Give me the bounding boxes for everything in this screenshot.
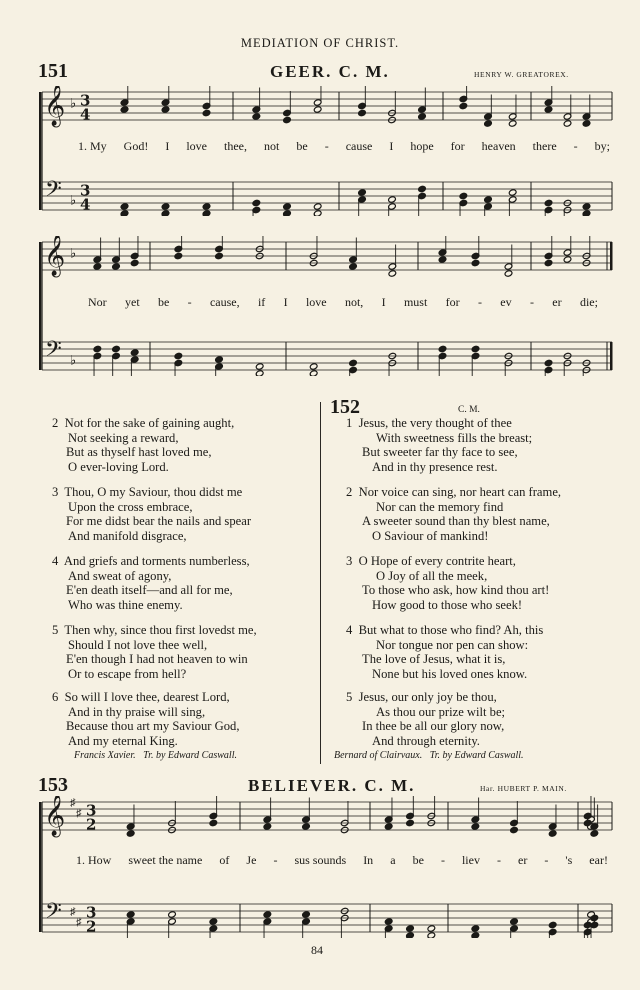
svg-text:𝄞: 𝄞: [44, 796, 66, 837]
lyric-word: I: [165, 139, 170, 153]
verse-151-2: 2 Not for the sake of gaining aught, Not seeking a reward, But as thyself hast loved me, O ever-loving Lord.: [52, 416, 235, 474]
lyric-word: not: [264, 139, 280, 153]
lyric-word: cause: [345, 139, 373, 153]
verse-151-6: 6 So will I love thee, dearest Lord, And in thy praise will sing, Because thou art my Saviour God, And my eternal King.: [52, 690, 240, 748]
lyric-word: -: [273, 853, 278, 867]
lyric-word: sus sounds: [294, 853, 347, 867]
lyric-word: be: [296, 139, 308, 153]
lyric-word: be: [158, 295, 170, 309]
lyric-word: a: [390, 853, 396, 867]
svg-text:4: 4: [80, 195, 91, 214]
verse-152-5: 5 Jesus, our only joy be thou, As thou our prize wilt be; In thee be all our glory now, And through eternity.: [346, 690, 506, 748]
lyric-word: I: [389, 139, 394, 153]
svg-text:♭: ♭: [70, 352, 77, 368]
lyric-word: ear!: [589, 853, 608, 867]
page-number: 84: [311, 943, 323, 957]
lyric-word: 's: [565, 853, 573, 867]
svg-text:3: 3: [80, 181, 91, 200]
lyric-word: -: [529, 295, 534, 309]
lyric-word: God!: [123, 139, 149, 153]
lyric-word: liev: [461, 853, 480, 867]
lyric-word: -: [544, 853, 549, 867]
verse-151-5: 5 Then why, since thou first lovedst me, Should I not love thee well, E'en though I had not heaven to win Or to escape from hell?: [52, 623, 257, 681]
svg-text:𝄞: 𝄞: [44, 236, 66, 277]
verse-152-2: 2 Nor voice can sing, nor heart can frame, Nor can the memory find A sweeter sound than thy blest name, O Saviour of mankind!: [346, 485, 562, 543]
lyric-word: ev: [500, 295, 512, 309]
lyric-word: for: [450, 139, 465, 153]
lyric-word: by;: [594, 139, 610, 153]
svg-text:3: 3: [80, 91, 91, 110]
verse-151-4: 4 And griefs and torments numberless, And sweat of agony, E'en death itself—and all for me, Who was thine enemy.: [52, 554, 250, 612]
lyric-word: love: [186, 139, 208, 153]
attribution-151: Francis Xavier. Tr. by Edward Caswall.: [74, 750, 237, 761]
lyric-word: of: [219, 853, 230, 867]
verse-151-3: 3 Thou, O my Saviour, thou didst me Upon the cross embrace, For me didst bear the nails and spear And manifold disgrace,: [52, 485, 252, 543]
lyric-line-151-2: [88, 295, 598, 310]
verse-152-3: 3 O Hope of every contrite heart, O Joy of all the meek, To those who ask, how kind thou art! How good to those who seek!: [346, 554, 550, 612]
lyric-word: must: [403, 295, 428, 309]
svg-text:♭: ♭: [70, 245, 77, 261]
lyric-word: not,: [344, 295, 364, 309]
lyric-word: cause,: [209, 295, 240, 309]
lyric-word: 1. My: [78, 139, 107, 153]
svg-text:♭: ♭: [70, 95, 77, 111]
lyric-word: Je: [246, 853, 257, 867]
hymn-number-151: 151: [38, 60, 68, 82]
lyric-word: yet: [125, 295, 140, 309]
svg-text:♯: ♯: [70, 797, 76, 810]
svg-text:4: 4: [80, 105, 91, 124]
composer-main: Har. HUBERT P. MAIN.: [480, 784, 567, 793]
lyric-word: 1. How: [76, 853, 112, 867]
lyric-word: hope: [410, 139, 434, 153]
lyric-word: Nor: [88, 295, 107, 309]
lyric-word: if: [257, 295, 266, 309]
svg-text:𝄢: 𝄢: [45, 899, 62, 930]
lyric-word: be: [412, 853, 424, 867]
lyric-word: die;: [579, 295, 598, 309]
lyric-line-151-1: [78, 139, 610, 154]
meter-152: C. M.: [458, 405, 480, 415]
lyric-word: -: [440, 853, 445, 867]
svg-text:3: 3: [86, 903, 97, 922]
lyric-word: -: [477, 295, 482, 309]
svg-text:♯: ♯: [76, 807, 82, 820]
svg-text:𝄞: 𝄞: [44, 86, 66, 127]
lyric-word: love: [305, 295, 327, 309]
lyric-word: -: [573, 139, 578, 153]
svg-text:♯: ♯: [70, 906, 76, 919]
svg-text:♭: ♭: [70, 192, 77, 208]
lyric-word: I: [283, 295, 288, 309]
verse-152-4: 4 But what to those who find? Ah, this Nor tongue nor pen can show: The love of Jesus, what it is, None but his loved ones know.: [346, 623, 544, 681]
lyric-word: there: [532, 139, 557, 153]
lyric-word: thee,: [224, 139, 248, 153]
svg-text:♯: ♯: [76, 916, 82, 929]
lyric-word: er: [552, 295, 562, 309]
lyric-word: sweet the name: [128, 853, 203, 867]
tune-name-geer: GEER. C. M.: [270, 62, 390, 81]
lyric-word: -: [497, 853, 501, 867]
svg-text:𝄢: 𝄢: [45, 337, 62, 368]
svg-text:𝄢: 𝄢: [45, 177, 62, 208]
lyric-word: -: [324, 139, 329, 153]
running-head: MEDIATION OF CHRIST.: [240, 36, 400, 50]
hymn-number-153: 153: [38, 774, 68, 796]
lyric-word: for: [445, 295, 460, 309]
verse-152-1: 1 Jesus, the very thought of thee With sweetness fills the breast; But sweeter far thy face to see, And in thy presence rest.: [346, 416, 533, 474]
lyric-line-153-1: [76, 853, 608, 868]
lyric-word: heaven: [481, 139, 516, 153]
lyric-word: In: [363, 853, 374, 867]
composer-greatorex: HENRY W. GREATOREX.: [474, 70, 569, 79]
attribution-152: Bernard of Clairvaux. Tr. by Edward Caswall.: [334, 750, 524, 761]
lyric-word: -: [187, 295, 192, 309]
svg-text:3: 3: [86, 801, 97, 820]
hymn-number-152: 152: [330, 396, 360, 418]
svg-text:2: 2: [86, 917, 97, 936]
column-divider: [320, 402, 321, 764]
tune-name-believer: BELIEVER. C. M.: [248, 776, 416, 795]
svg-text:2: 2: [86, 815, 97, 834]
lyric-word: I: [381, 295, 386, 309]
lyric-word: er: [518, 853, 528, 867]
